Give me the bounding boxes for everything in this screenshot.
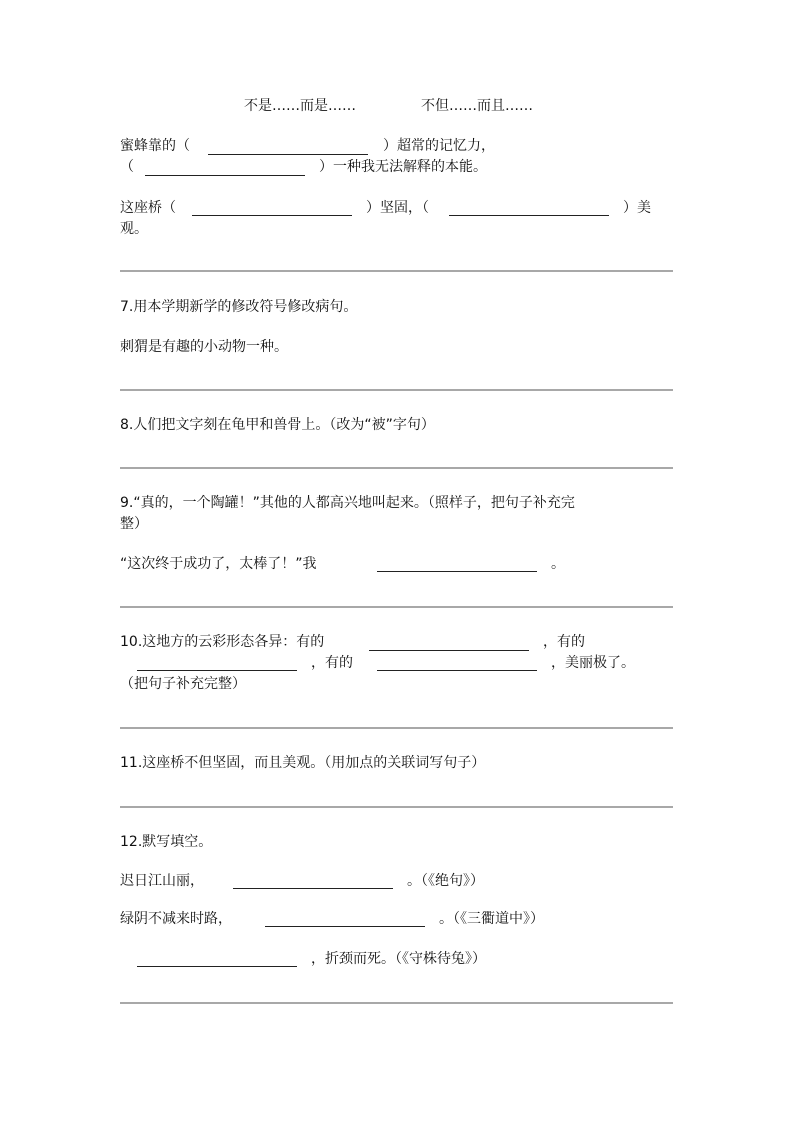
q9-prompt-line1: 9.“真的，一个陶罐！”其他的人都高兴地叫起来。（照样子，把句子补充完 — [120, 495, 575, 511]
option-bushi-ershi: 不是……而是…… — [244, 98, 356, 114]
q6-s2-middle: ）坚固，（ — [366, 200, 429, 216]
q6-s2-blank-2[interactable] — [449, 215, 609, 216]
q12-line1-end: 。（《绝句》） — [407, 873, 484, 889]
divider — [120, 1002, 673, 1004]
q6-s1-blank-1[interactable] — [208, 154, 368, 155]
q9-example-prefix: “这次终于成功了，太棒了！”我 — [120, 556, 317, 572]
divider — [120, 270, 673, 272]
q11-prompt: 11.这座桥不但坚固，而且美观。（用加点的关联词写句子） — [120, 755, 486, 771]
q7-prompt: 7.用本学期新学的修改符号修改病句。 — [120, 299, 358, 315]
q6-s1-middle: ）超常的记忆力， — [383, 138, 495, 154]
divider — [120, 727, 673, 729]
q10-prefix: 10.这地方的云彩形态各异：有的 — [120, 634, 325, 650]
divider — [120, 389, 673, 391]
q12-blank-2[interactable] — [265, 926, 425, 927]
q9-blank[interactable] — [377, 571, 537, 572]
option-budan-erqie: 不但……而且…… — [421, 98, 533, 114]
q10-blank-3[interactable] — [377, 670, 537, 671]
q10-end: ，美丽极了。 — [551, 655, 635, 671]
q12-blank-3[interactable] — [137, 966, 297, 967]
q7-sentence: 刺猬是有趣的小动物一种。 — [120, 339, 288, 355]
q9-prompt-line2: 整） — [120, 516, 148, 532]
q10-blank-1[interactable] — [369, 650, 529, 651]
q10-note: （把句子补充完整） — [120, 676, 246, 692]
q6-s1-blank-2[interactable] — [145, 175, 305, 176]
q6-s2-prefix: 这座桥（ — [120, 200, 176, 216]
q10-blank-2[interactable] — [137, 670, 297, 671]
q10-middle-1: ，有的 — [543, 634, 585, 650]
q12-prompt: 12.默写填空。 — [120, 834, 213, 850]
q12-line2-prefix: 绿阴不减来时路， — [120, 911, 232, 927]
q12-line3-end: ，折颈而死。（《守株待兔》） — [311, 951, 486, 967]
q6-s1-end: ）一种我无法解释的本能。 — [319, 159, 487, 175]
q12-blank-1[interactable] — [233, 888, 393, 889]
q6-s1-open: （ — [120, 159, 134, 175]
q10-middle-2: ，有的 — [311, 655, 353, 671]
q12-line2-end: 。（《三衢道中》） — [439, 911, 544, 927]
q6-s2-blank-1[interactable] — [192, 215, 352, 216]
q6-s1-prefix: 蜜蜂靠的（ — [120, 138, 190, 154]
q6-s2-end: ）美 — [623, 200, 651, 216]
q9-example-end: 。 — [551, 556, 565, 572]
q6-s2-continued: 观。 — [120, 221, 148, 237]
q8-prompt: 8.人们把文字刻在龟甲和兽骨上。（改为“被”字句） — [120, 417, 435, 433]
divider — [120, 467, 673, 469]
divider — [120, 606, 673, 608]
divider — [120, 806, 673, 808]
q12-line1-prefix: 迟日江山丽， — [120, 873, 204, 889]
